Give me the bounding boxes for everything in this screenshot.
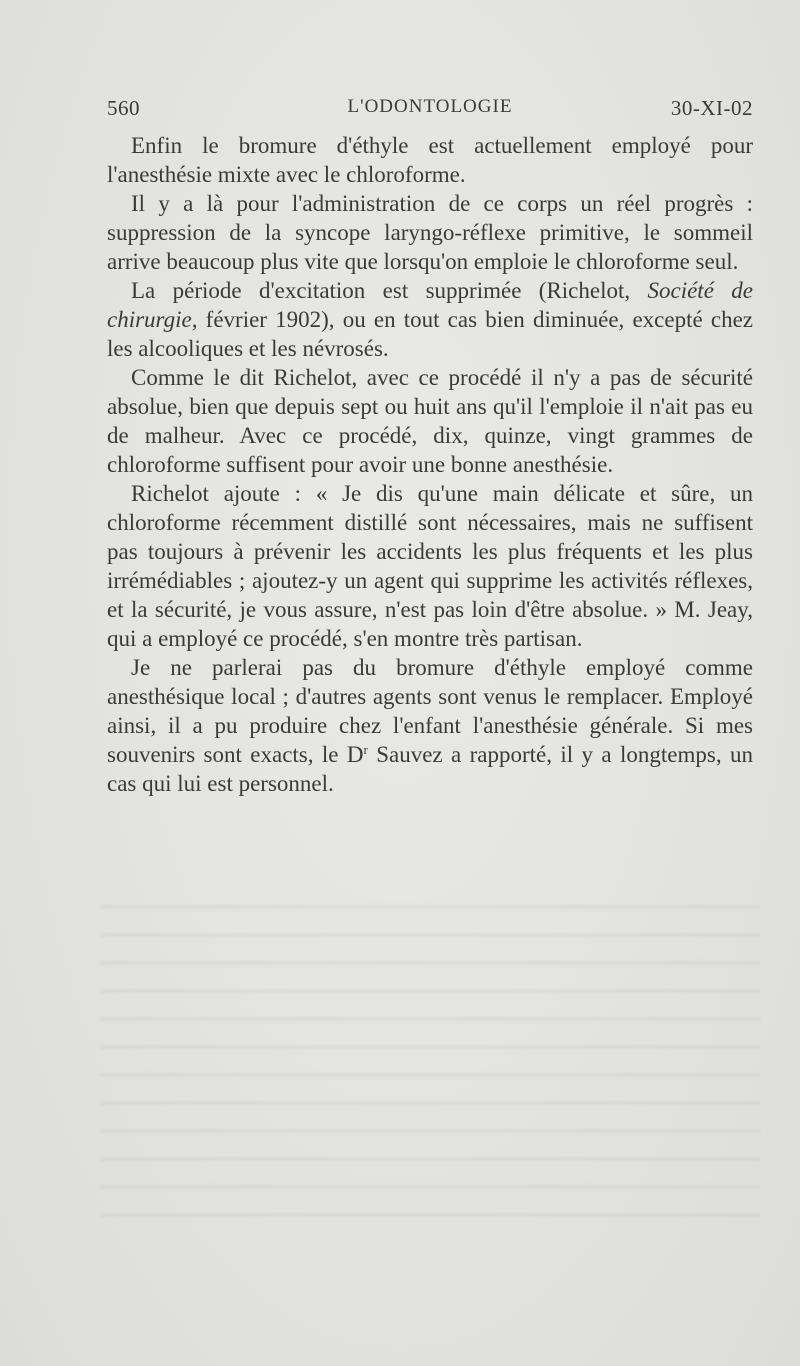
paragraph-3-start: La période d'excitation est supprimée (Richelot, bbox=[131, 278, 648, 303]
journal-citation: Société de chirurgie, bbox=[107, 278, 753, 332]
paragraph-1: Enfin le bromure d'éthyle est actuellement employé pour l'anesthésie mixte avec le chloroforme. bbox=[107, 133, 753, 187]
paragraph-6-end: Sauvez a rapporté, il y a longtemps, un cas qui lui est personnel. bbox=[107, 742, 753, 796]
running-head bbox=[107, 96, 753, 126]
paragraph-5: Richelot ajoute : « Je dis qu'une main délicate et sûre, un chloroforme récemment distillé sont nécessaires, mais ne suffisent pas toujours à prévenir les accidents les plus fréquents et les plus irrémédiables ; ajoutez-y un agent qui supprime les activités réflexes, et la sécurité, je vous assure, n'est pas loin d'être absolue. » M. Jeay, qui a employé ce procédé, s'en montre très partisan. bbox=[107, 481, 753, 651]
paragraph-6 bbox=[107, 653, 753, 798]
paragraph-2: Il y a là pour l'administration de ce corps un réel progrès : suppression de la syncope laryngo-réflexe primitive, le sommeil arrive beaucoup plus vite que lorsqu'on emploie le chloroforme seul. bbox=[107, 191, 753, 274]
journal-title: L'ODONTOLOGIE bbox=[347, 96, 513, 117]
doctor-abbrev-superscript: r bbox=[363, 742, 368, 757]
paragraph-6-start: Je ne parlerai pas du bromure d'éthyle employé comme anesthésique local ; d'autres agents sont venus le remplacer. Employé ainsi, il a pu produire chez l'enfant l'anesthésie générale. Si mes souvenirs sont exacts, le D bbox=[107, 655, 753, 767]
paragraph-3-end: février 1902), ou en tout cas bien diminuée, excepté chez les alcooliques et les névrosés. bbox=[107, 307, 753, 361]
paragraph-3 bbox=[107, 276, 753, 363]
issue-date: 30-XI-02 bbox=[670, 96, 753, 120]
paragraph-4: Comme le dit Richelot, avec ce procédé il n'y a pas de sécurité absolue, bien que depuis sept ou huit ans qu'il l'emploie il n'ait pas eu de malheur. Avec ce procédé, dix, quinze, vingt grammes de chloroforme suffisent pour avoir une bonne anesthésie. bbox=[107, 365, 753, 477]
page-number: 560 bbox=[107, 96, 140, 120]
article-body bbox=[107, 131, 753, 798]
show-through-text bbox=[100, 905, 760, 1225]
